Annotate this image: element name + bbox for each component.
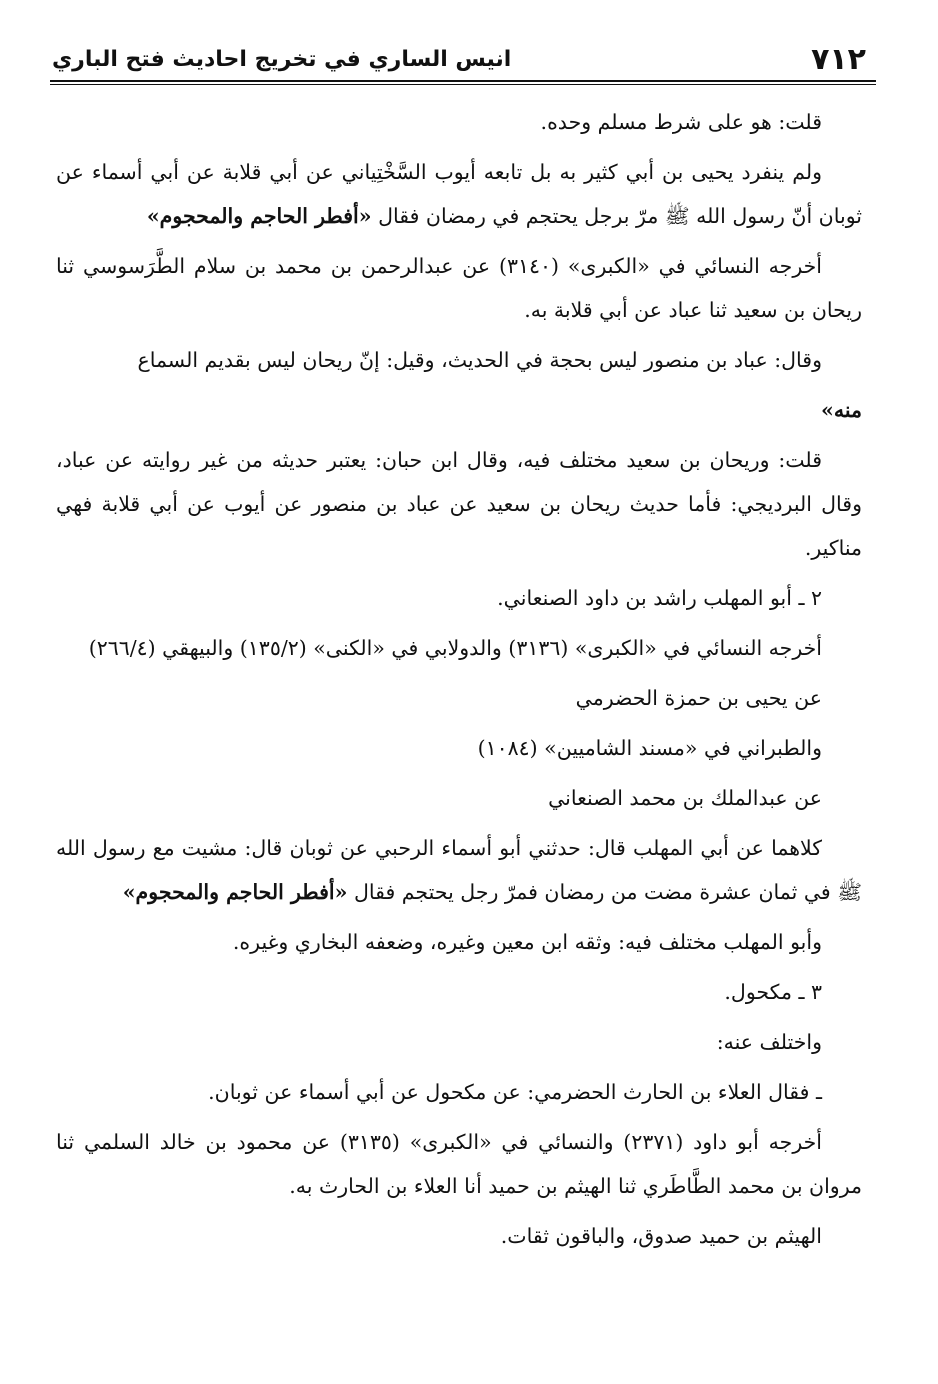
- paragraph-continuation: [56, 388, 862, 432]
- paragraph: [56, 150, 862, 238]
- paragraph: [56, 776, 862, 820]
- body-text: [56, 100, 862, 1264]
- paragraph-text: أخرجه أبو داود (٢٣٧١) والنسائي في «الكبرى» (٣١٣٥) عن محمود بن خالد السلمي ثنا مروان بن محمد الطَّاطَري ثنا الهيثم بن حميد أنا العلاء بن الحارث به.: [56, 1130, 862, 1198]
- section-heading: [56, 576, 862, 620]
- paragraph-text: واختلف عنه:: [716, 1030, 822, 1054]
- paragraph: [56, 1070, 862, 1114]
- paragraph-text: وأبو المهلب مختلف فيه: وثقه ابن معين وغيره، وضعفه البخاري وغيره.: [232, 930, 822, 954]
- paragraph: [56, 1020, 862, 1064]
- hadith-quote: «أفطر الحاجم والمحجوم»: [146, 204, 372, 228]
- header-rule: [50, 80, 876, 85]
- paragraph: [56, 338, 862, 382]
- paragraph-text: كلاهما عن أبي المهلب قال: حدثني أبو أسماء الرحبي عن ثوبان قال: مشيت مع رسول الله ﷺ في ثمان عشرة مضت من رمضان فمرّ رجل يحتجم فقال: [56, 836, 862, 904]
- paragraph-text: أخرجه النسائي في «الكبرى» (٣١٤٠) عن عبدالرحمن بن محمد بن سلام الطَّرَسوسي ثنا ريحان بن سعيد ثنا عباد عن أبي قلابة به.: [56, 254, 862, 322]
- paragraph-text: وقال: عباد بن منصور ليس بحجة في الحديث، وقيل: إنّ ريحان ليس بقديم السماع: [137, 348, 822, 372]
- paragraph: [56, 244, 862, 332]
- running-title: انيس الساري في تخريج احاديث فتح الباري: [52, 47, 512, 72]
- section-heading: [56, 970, 862, 1014]
- hadith-quote: «أفطر الحاجم والمحجوم»: [122, 880, 348, 904]
- paragraph-text: ولم ينفرد يحيى بن أبي كثير به بل تابعه أيوب السَّخْتِياني عن أبي قلابة عن أبي أسماء عن ثوبان أنّ رسول الله ﷺ مرّ برجل يحتجم في رمضان فقال: [56, 160, 862, 228]
- paragraph-text: الهيثم بن حميد صدوق، والباقون ثقات.: [500, 1224, 822, 1248]
- paragraph-text: ـ فقال العلاء بن الحارث الحضرمي: عن مكحول عن أبي أسماء عن ثوبان.: [208, 1080, 822, 1104]
- paragraph-text: ٢ ـ أبو المهلب راشد بن داود الصنعاني.: [497, 586, 822, 610]
- quote-fragment: منه»: [821, 398, 862, 422]
- paragraph: [56, 826, 862, 914]
- paragraph: [56, 626, 862, 670]
- paragraph: [56, 438, 862, 570]
- paragraph-text: أخرجه النسائي في «الكبرى» (٣١٣٦) والدولابي في «الكنى» (١٣٥/٢) والبيهقي (٢٦٦/٤): [88, 636, 822, 660]
- page-number: ٧١٢: [811, 42, 866, 77]
- paragraph-text: قلت: وريحان بن سعيد مختلف فيه، وقال ابن حبان: يعتبر حديثه من غير روايته عن عباد، وقال البرديجي: فأما حديث ريحان بن سعيد عن عباد بن منصور عن أيوب عن أبي قلابة فهي مناكير.: [56, 448, 862, 560]
- paragraph-text: ٣ ـ مكحول.: [724, 980, 822, 1004]
- paragraph: [56, 920, 862, 964]
- paragraph: [56, 676, 862, 720]
- page-header: [50, 40, 872, 80]
- paragraph: [56, 100, 862, 144]
- paragraph-text: والطبراني في «مسند الشاميين» (١٠٨٤): [477, 736, 822, 760]
- paragraph-text: عن يحيى بن حمزة الحضرمي: [575, 686, 822, 710]
- paragraph-text: عن عبدالملك بن محمد الصنعاني: [548, 786, 822, 810]
- paragraph: [56, 1214, 862, 1258]
- paragraph: [56, 1120, 862, 1208]
- paragraph: [56, 726, 862, 770]
- paragraph-text: قلت: هو على شرط مسلم وحده.: [540, 110, 822, 134]
